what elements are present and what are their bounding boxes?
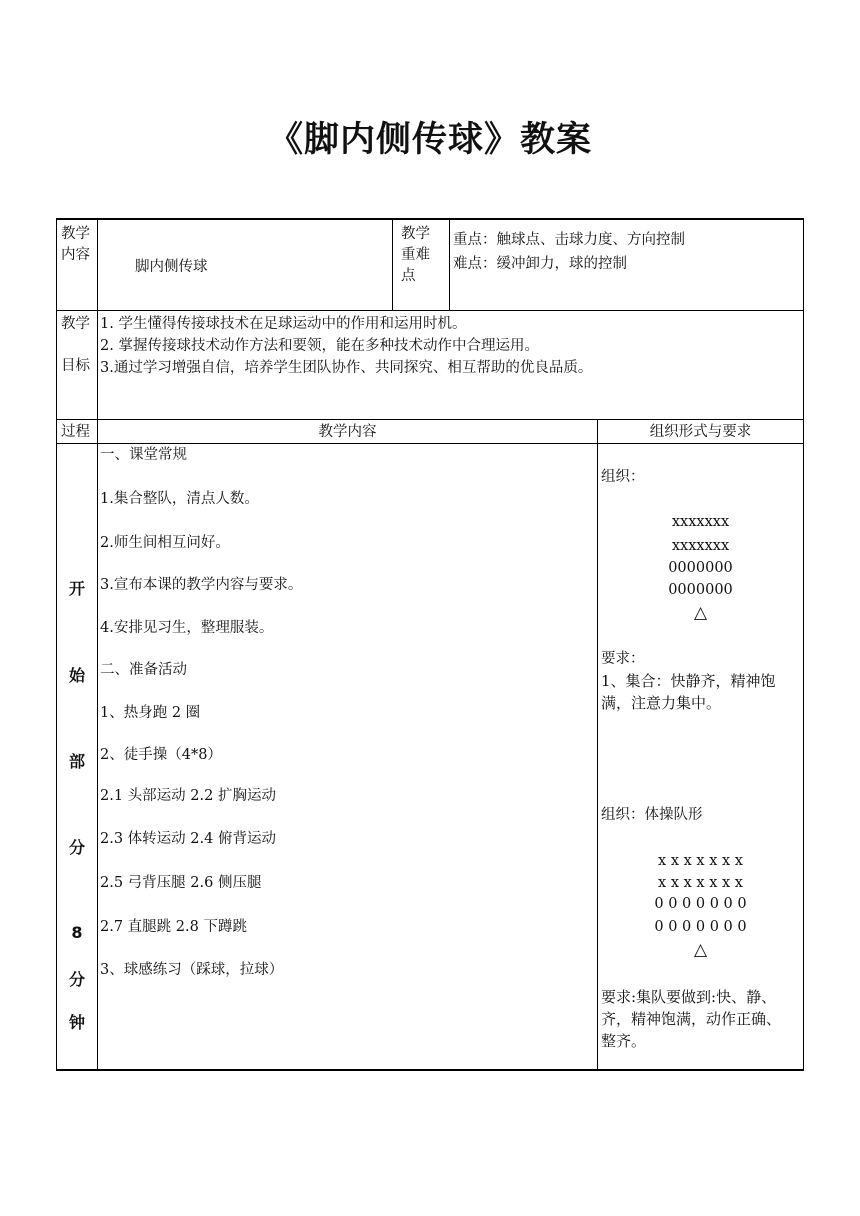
content-line: 1、热身跑 2 圈: [100, 705, 201, 721]
teacher-triangle-icon: △: [693, 603, 708, 623]
content-line: 1.集合整队，清点人数。: [100, 491, 259, 507]
formation-row: 0 0 0 0 0 0 0: [654, 896, 747, 912]
requirement-text: 要求:集队要做到:快、静、: [601, 988, 777, 1006]
content-line: 2.1 头部运动 2.2 扩胸运动: [100, 788, 276, 804]
header-process: 过程: [61, 424, 90, 440]
formation-row: 0000000: [668, 582, 733, 598]
difficult-point: 难点：缓冲卸力，球的控制: [453, 256, 627, 272]
content-line: 4.安排见习生，整理服装。: [100, 620, 274, 636]
formation-row: 0000000: [668, 560, 733, 576]
section-name-char: 部: [68, 752, 85, 771]
requirement-text: 整齐。: [601, 1032, 647, 1050]
content-line: 2.7 直腿跳 2.8 下蹲跳: [100, 919, 247, 935]
formation-row: 0 0 0 0 0 0 0: [654, 919, 747, 935]
content-line: 3、球感练习（踩球，拉球）: [100, 962, 284, 978]
organization-label: 组织：: [601, 469, 645, 485]
content-line: 2.3 体转运动 2.4 俯背运动: [100, 831, 276, 847]
formation-row: xxxxxxx: [671, 538, 730, 554]
section-name-char: 8: [71, 923, 83, 942]
content-line: 2.5 弓背压腿 2.6 侧压腿: [100, 875, 262, 891]
content-line: 2.师生间相互问好。: [100, 535, 230, 551]
header-organization: 组织形式与要求: [649, 424, 752, 440]
goals-label-bottom: 目标: [61, 358, 90, 374]
formation-row: x x x x x x x: [658, 875, 743, 891]
teacher-triangle-icon: △: [693, 940, 708, 960]
section-name-char: 开: [68, 579, 85, 598]
content-line: 二、准备活动: [100, 662, 187, 678]
content-line: 2、徒手操（4*8）: [100, 747, 222, 763]
goal-item: 2. 掌握传接球技术动作方法和要领，能在多种技术动作中合理运用。: [100, 338, 539, 354]
organization-label: 组织：体操队形: [601, 807, 703, 823]
requirement-text: 满，注意力集中。: [601, 694, 722, 712]
content-line: 一、课堂常规: [100, 447, 187, 463]
page-title: 《脚内侧传球》教案: [267, 120, 592, 160]
goals-label-top: 教学: [61, 316, 90, 332]
requirement-label: 要求：: [601, 651, 645, 667]
content-line: 3.宣布本课的教学内容与要求。: [100, 577, 303, 593]
header-content: 教学内容: [318, 424, 377, 440]
teaching-content-value: 脚内侧传球: [135, 259, 208, 275]
section-name-char: 钟: [68, 1013, 85, 1032]
key-points-label: 教学 重难 点: [401, 226, 430, 284]
section-name-char: 分: [68, 970, 85, 989]
requirement-text: 1、集合：快静齐，精神饱: [601, 672, 776, 690]
key-point: 重点：触球点、击球力度、方向控制: [453, 232, 685, 248]
requirement-text: 齐，精神饱满，动作正确、: [601, 1010, 782, 1028]
formation-row: xxxxxxx: [671, 514, 730, 530]
goal-item: 1. 学生懂得传接球技术在足球运动中的作用和运用时机。: [100, 316, 467, 332]
goal-item: 3.通过学习增强自信，培养学生团队协作、共同探究、相互帮助的优良品质。: [100, 360, 593, 376]
section-name-char: 始: [68, 666, 85, 685]
section-name-char: 分: [68, 838, 85, 857]
teaching-content-label: 教学 内容: [61, 226, 90, 263]
formation-row: x x x x x x x: [658, 853, 743, 869]
